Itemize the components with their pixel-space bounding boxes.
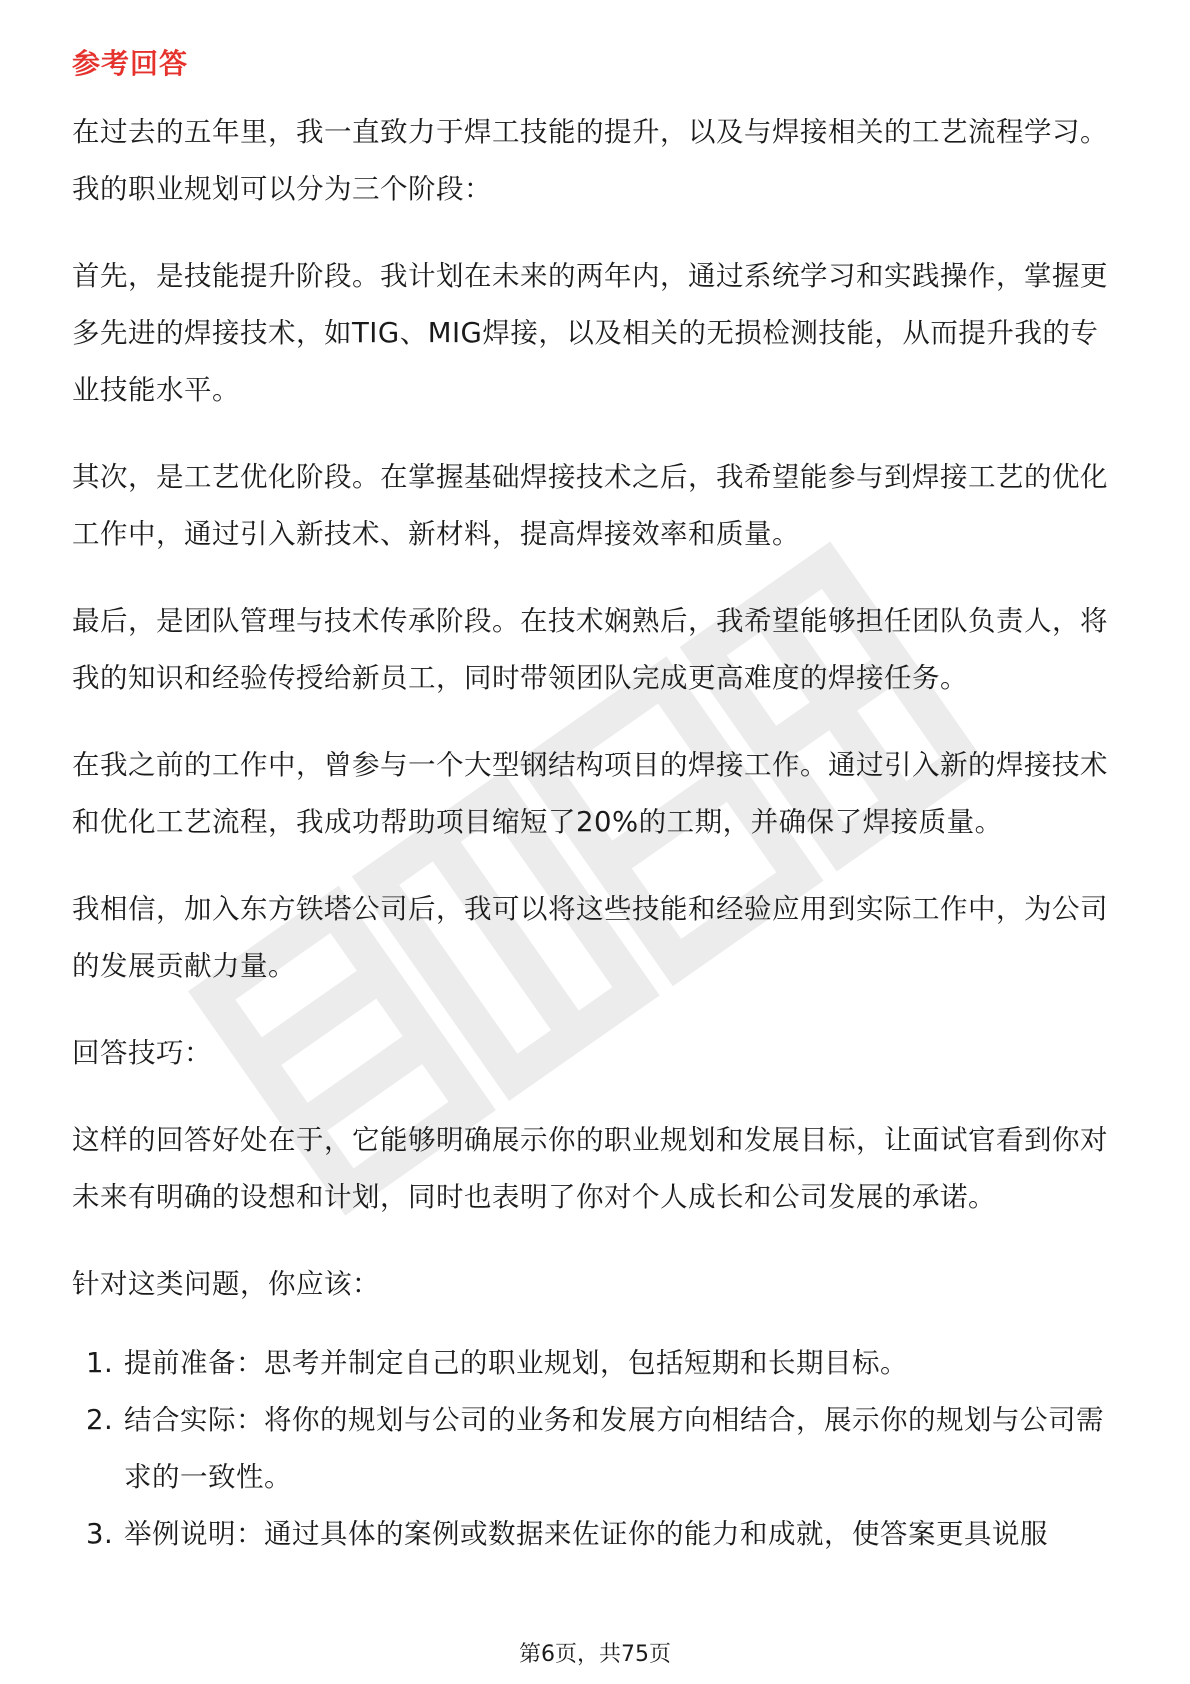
paragraph-conclusion: 我相信，加入东方铁塔公司后，我可以将这些技能和经验应用到实际工作中，为公司的发展贡献力量。 <box>72 893 1108 982</box>
page-number-footer: 第6页，共75页 <box>519 1642 671 1667</box>
main-content <box>72 44 1122 1563</box>
list-item <box>72 1506 1122 1563</box>
list-item-number: 3. <box>86 1518 114 1550</box>
paragraph-tips-explanation: 这样的回答好处在于，它能够明确展示你的职业规划和发展目标，让面试官看到你对未来有明确的设想和计划，同时也表明了你对个人成长和公司发展的承诺。 <box>72 1124 1108 1213</box>
paragraph-intro: 在过去的五年里，我一直致力于焊工技能的提升，以及与焊接相关的工艺流程学习。我的职业规划可以分为三个阶段： <box>72 116 1108 205</box>
list-item-text: 提前准备：思考并制定自己的职业规划，包括短期和长期目标。 <box>124 1347 908 1379</box>
list-item <box>72 1392 1122 1506</box>
paragraph-stage-two: 其次，是工艺优化阶段。在掌握基础焊接技术之后，我希望能参与到焊接工艺的优化工作中，通过引入新技术、新材料，提高焊接效率和质量。 <box>72 461 1108 550</box>
paragraph-advice-intro: 针对这类问题，你应该： <box>72 1268 380 1300</box>
paragraph-stage-three: 最后，是团队管理与技术传承阶段。在技术娴熟后，我希望能够担任团队负责人，将我的知识和经验传授给新员工，同时带领团队完成更高难度的焊接任务。 <box>72 605 1108 694</box>
paragraph-tips-label: 回答技巧： <box>72 1037 212 1069</box>
advice-list <box>72 1335 1122 1563</box>
section-heading: 参考回答 <box>72 47 189 80</box>
paragraph-experience: 在我之前的工作中，曾参与一个大型钢结构项目的焊接工作。通过引入新的焊接技术和优化工艺流程，我成功帮助项目缩短了20%的工期，并确保了焊接质量。 <box>72 749 1108 838</box>
list-item <box>72 1335 1122 1392</box>
list-item-number: 2. <box>86 1404 114 1436</box>
list-item-number: 1. <box>86 1347 114 1379</box>
paragraph-stage-one: 首先，是技能提升阶段。我计划在未来的两年内，通过系统学习和实践操作，掌握更多先进的焊接技术，如TIG、MIG焊接，以及相关的无损检测技能，从而提升我的专业技能水平。 <box>72 260 1108 406</box>
list-item-text: 结合实际：将你的规划与公司的业务和发展方向相结合，展示你的规划与公司需求的一致性。 <box>124 1404 1104 1493</box>
list-item-text: 举例说明：通过具体的案例或数据来佐证你的能力和成就，使答案更具说服 <box>124 1518 1048 1550</box>
